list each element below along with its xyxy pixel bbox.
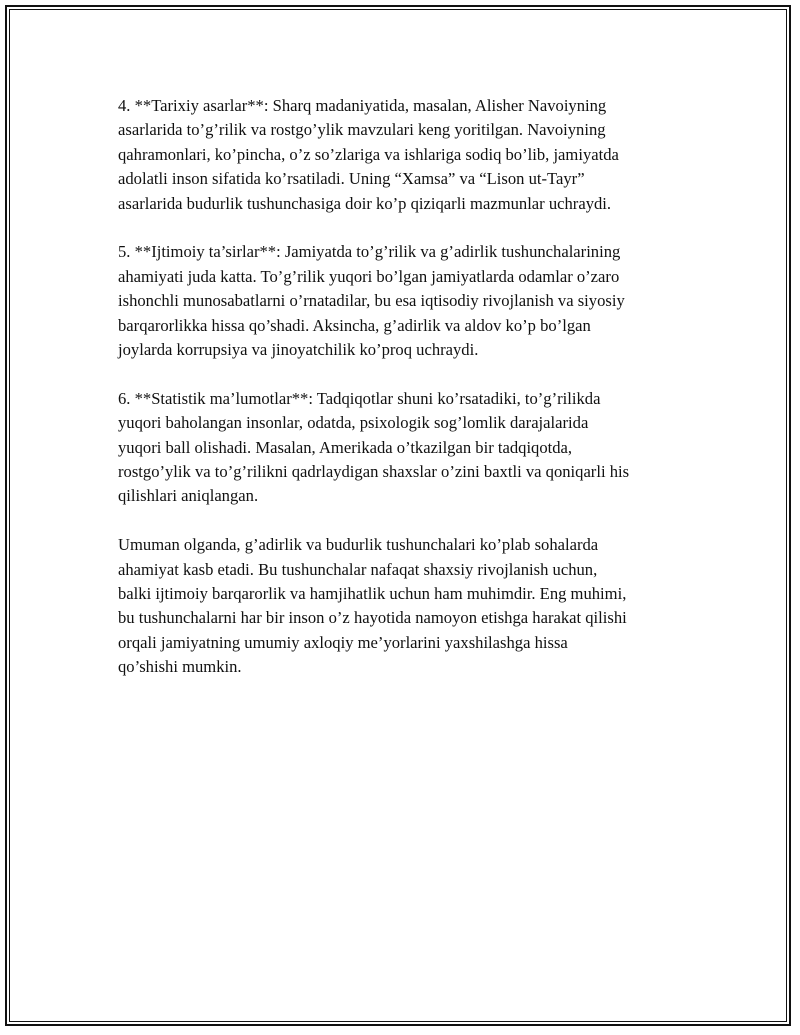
text-line: qahramonlari, ko’pincha, o’z so’zlariga va ishlariga sodiq bo’lib, jamiyatda <box>118 144 619 164</box>
text-line: balki ijtimoiy barqarorlik va hamjihatlik uchun ham muhimdir. Eng muhimi, <box>118 584 627 604</box>
text-line: yuqori baholangan insonlar, odatda, psixologik sog’lomlik darajalarida <box>118 413 589 433</box>
paragraph-social-effects <box>118 240 700 362</box>
text-line: bu tushunchalarni har bir inson o’z hayotida namoyon etishga harakat qilishi <box>118 608 627 628</box>
text-line: ishonchli munosabatlarni o’rnatadilar, bu esa iqtisodiy rivojlanish va siyosiy <box>118 291 625 311</box>
text-line: adolatli inson sifatida ko’rsatiladi. Uning “Xamsa” va “Lison ut-Tayr” <box>118 169 585 189</box>
text-line: ahamiyati juda katta. To’g’rilik yuqori bo’lgan jamiyatlarda odamlar o’zaro <box>118 266 620 286</box>
text-line: joylarda korrupsiya va jinoyatchilik ko’proq uchraydi. <box>118 340 479 360</box>
text-line: orqali jamiyatning umumiy axloqiy me’yorlarini yaxshilashga hissa <box>118 632 568 652</box>
text-line: qo’shishi mumkin. <box>118 657 242 677</box>
document-body <box>118 94 700 704</box>
text-line: Umuman olganda, g’adirlik va budurlik tushunchalari ko’plab sohalarda <box>118 535 599 555</box>
text-line: yuqori ball olishadi. Masalan, Amerikada o’tkazilgan bir tadqiqotda, <box>118 437 573 457</box>
text-line: rostgo’ylik va to’g’rilikni qadrlaydigan shaxslar o’zini baxtli va qoniqarli his <box>118 462 630 482</box>
text-line: 5. **Ijtimoiy ta’sirlar**: Jamiyatda to’g’rilik va g’adirlik tushunchalarining <box>118 242 621 262</box>
text-line: asarlarida budurlik tushunchasiga doir ko’p qiziqarli mazmunlar uchraydi. <box>118 193 612 213</box>
text-line: barqarorlikka hissa qo’shadi. Aksincha, g’adirlik va aldov ko’p bo’lgan <box>118 315 591 335</box>
paragraph-historical-works <box>118 94 700 216</box>
text-line: ahamiyat kasb etadi. Bu tushunchalar nafaqat shaxsiy rivojlanish uchun, <box>118 559 598 579</box>
text-line: 6. **Statistik ma’lumotlar**: Tadqiqotlar shuni ko’rsatadiki, to’g’rilikda <box>118 388 601 408</box>
text-line: 4. **Tarixiy asarlar**: Sharq madaniyatida, masalan, Alisher Navoiyning <box>118 96 607 115</box>
text-line: qilishlari aniqlangan. <box>118 486 259 506</box>
text-line: asarlarida to’g’rilik va rostgo’ylik mavzulari keng yoritilgan. Navoiyning <box>118 120 606 140</box>
paragraph-conclusion <box>118 533 700 679</box>
paragraph-statistics <box>118 387 700 509</box>
